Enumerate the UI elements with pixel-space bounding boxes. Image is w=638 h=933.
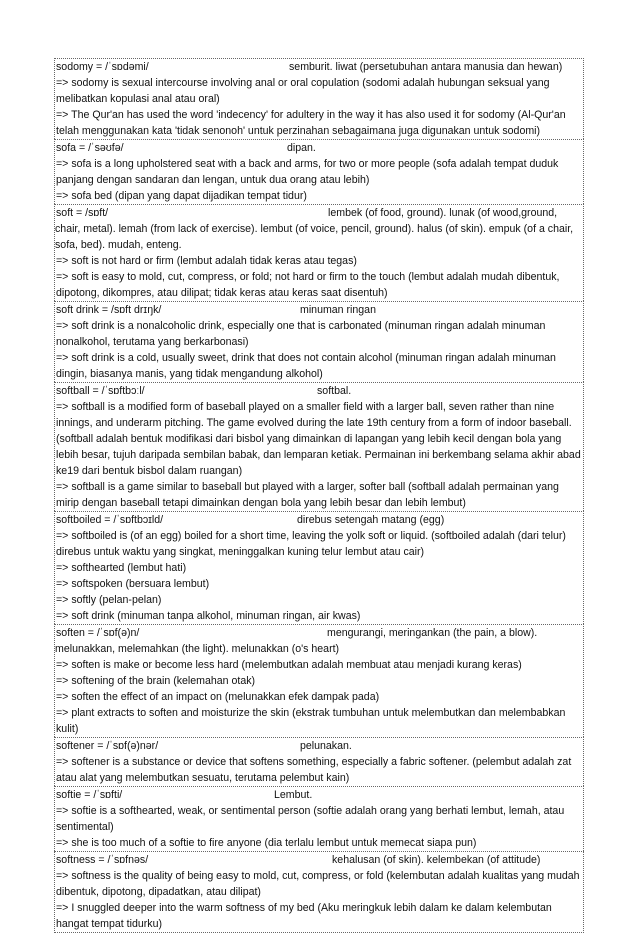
entry-term: softener = /ˈsɒf(ə)nər/ bbox=[56, 740, 159, 752]
example-line: => soft is not hard or firm (lembut adalah tidak keras atau tegas) bbox=[56, 255, 357, 267]
example-line: => sodomy is sexual intercourse involving anal or oral copulation (sodomi adalah hubungan seksual yang melibatkan kopulasi anal atau oral) bbox=[56, 77, 550, 105]
entry-translation: lembek (of food, ground). lunak (of wood,ground, chair, metal). lemah (from lack of exercise). lembut (of voice, pencil, ground). halus (of skin). empuk (of a chair, sofa, bed). mudah, enteng. bbox=[55, 207, 574, 251]
example-line: => softness is the quality of being easy to mold, cut, compress, or fold (kelembutan adalah kualitas yang mudah dibentuk, dipotong, dipadatkan, atau dilipat) bbox=[56, 870, 580, 898]
entry-term: sofa = /ˈsəʊfə/ bbox=[56, 142, 124, 154]
dictionary-entry bbox=[54, 737, 584, 786]
example-line: => sofa bed (dipan yang dapat dijadikan tempat tidur) bbox=[56, 190, 307, 202]
example-line: => softspoken (bersuara lembut) bbox=[56, 578, 210, 590]
example-line: => The Qur'an has used the word 'indecency' for adultery in the way it has also used it for sodomy (Al-Qur'an telah menggunakan kata 'tidak senonoh' untuk perzinahan sebagaimana juga digunakan untuk sodomi) bbox=[56, 109, 566, 137]
dictionary-entry bbox=[54, 139, 584, 204]
example-line: => soft drink is a nonalcoholic drink, especially one that is carbonated (minuman ringan adalah minuman nonalkohol, terutama yang berkarbonasi) bbox=[56, 320, 546, 348]
example-line: => I snuggled deeper into the warm softness of my bed (Aku meringkuk lebih dalam ke dalam kelembutan hangat tempat tidurku) bbox=[56, 902, 552, 930]
example-line: => soften is make or become less hard (melembutkan adalah membuat atau menjadi kurang keras) bbox=[56, 659, 522, 671]
example-line: => plant extracts to soften and moisturize the skin (ekstrak tumbuhan untuk melembutkan dan melembabkan kulit) bbox=[56, 707, 566, 735]
entry-term: sodomy = /ˈsɒdəmi/ bbox=[56, 61, 149, 73]
example-line: => softball is a modified form of baseball played on a smaller field with a larger ball, seven rather than nine innings, and underarm pitching. The game evolved during the late 19th century from a form of indoor baseball. (softball adalah bentuk modifikasi dari bisbol yang dimainkan di lapangan yang lebih kecil dengan bola yang lebih besar, tujuh daripada sembilan babak, dan lemparan ketiak. Permainan ini berkembang selama akhir abad ke19 dari bentuk bisbol dalam ruangan) bbox=[56, 401, 581, 477]
entry-headword-line bbox=[55, 625, 583, 657]
dictionary-entry bbox=[54, 204, 584, 301]
entry-headword-line bbox=[55, 852, 583, 868]
example-line: => softie is a softhearted, weak, or sentimental person (softie adalah orang yang berhati lembut, lemah, atau sentimental) bbox=[56, 805, 565, 833]
entry-term: soft drink = /sɒft drɪŋk/ bbox=[56, 304, 162, 316]
dictionary-document bbox=[54, 58, 584, 933]
example-line: => softener is a substance or device that softens something, especially a fabric softener. (pelembut adalah zat atau alat yang melembutkan sesuatu, terutama pelembut kain) bbox=[56, 756, 572, 784]
entry-translation: pelunakan. bbox=[300, 740, 352, 752]
example-line: => soft drink (minuman tanpa alkohol, minuman ringan, air kwas) bbox=[56, 610, 361, 622]
example-line: => softboiled is (of an egg) boiled for a short time, leaving the yolk soft or liquid. (softboiled adalah (dari telur) direbus untuk waktu yang singkat, meninggalkan kuning telur lembut atau cair) bbox=[56, 530, 566, 558]
example-line: => soften the effect of an impact on (melunakkan efek dampak pada) bbox=[56, 691, 380, 703]
entry-translation: kehalusan (of skin). kelembekan (of attitude) bbox=[332, 854, 541, 866]
entry-headword-line bbox=[55, 59, 583, 75]
dictionary-entry bbox=[54, 511, 584, 624]
entry-translation: Lembut. bbox=[274, 789, 313, 801]
entry-translation: direbus setengah matang (egg) bbox=[297, 514, 445, 526]
entry-translation: softbal. bbox=[317, 385, 352, 397]
entry-headword-line bbox=[55, 205, 583, 253]
example-line: => softening of the brain (kelemahan otak) bbox=[56, 675, 256, 687]
entry-headword-line bbox=[55, 512, 583, 528]
entry-translation: semburit. liwat (persetubuhan antara manusia dan hewan) bbox=[289, 61, 563, 73]
entry-translation: dipan. bbox=[287, 142, 316, 154]
dictionary-entry bbox=[54, 786, 584, 851]
entry-headword-line bbox=[55, 738, 583, 754]
dictionary-entry bbox=[54, 382, 584, 511]
dictionary-entry bbox=[54, 624, 584, 737]
entry-term: soften = /ˈsɒf(ə)n/ bbox=[56, 627, 140, 639]
entry-headword-line bbox=[55, 787, 583, 803]
example-line: => soft is easy to mold, cut, compress, or fold; not hard or firm to the touch (lembut adalah mudah dibentuk, dipotong, dikompres, atau dilipat; tidak keras atau keras saat disentuh) bbox=[56, 271, 560, 299]
example-line: => softball is a game similar to baseball but played with a larger, softer ball (softball adalah permainan yang mirip dengan baseball tetapi dimainkan dengan bola yang lebih besar dan lebih lembut) bbox=[56, 481, 559, 509]
entry-term: softball = /ˈsɒftbɔːl/ bbox=[56, 385, 145, 397]
example-line: => she is too much of a softie to fire anyone (dia terlalu lembut untuk memecat siapa pun) bbox=[56, 837, 477, 849]
dictionary-entry bbox=[54, 58, 584, 139]
entry-headword-line bbox=[55, 302, 583, 318]
entry-headword-line bbox=[55, 140, 583, 156]
example-line: => softhearted (lembut hati) bbox=[56, 562, 187, 574]
entry-term: softness = /ˈsɒfnəs/ bbox=[56, 854, 149, 866]
entry-translation: minuman ringan bbox=[300, 304, 376, 316]
example-line: => softly (pelan-pelan) bbox=[56, 594, 162, 606]
dictionary-entry bbox=[54, 851, 584, 933]
entry-headword-line bbox=[55, 383, 583, 399]
example-line: => soft drink is a cold, usually sweet, drink that does not contain alcohol (minuman ringan adalah minuman dingin, biasanya manis, yang tidak mengandung alkohol) bbox=[56, 352, 556, 380]
entry-translation: mengurangi, meringankan (the pain, a blow). melunakkan, melemahkan (the light). melunakkan (o's heart) bbox=[55, 627, 538, 655]
example-line: => sofa is a long upholstered seat with a back and arms, for two or more people (sofa adalah tempat duduk panjang dengan sandaran dan lengan, untuk dua orang atau lebih) bbox=[56, 158, 559, 186]
entry-term: softboiled = /ˈsɒftbɔɪld/ bbox=[56, 514, 164, 526]
dictionary-entry bbox=[54, 301, 584, 382]
entry-term: softie = /ˈsɒfti/ bbox=[56, 789, 123, 801]
entry-term: soft = /sɒft/ bbox=[56, 207, 109, 219]
